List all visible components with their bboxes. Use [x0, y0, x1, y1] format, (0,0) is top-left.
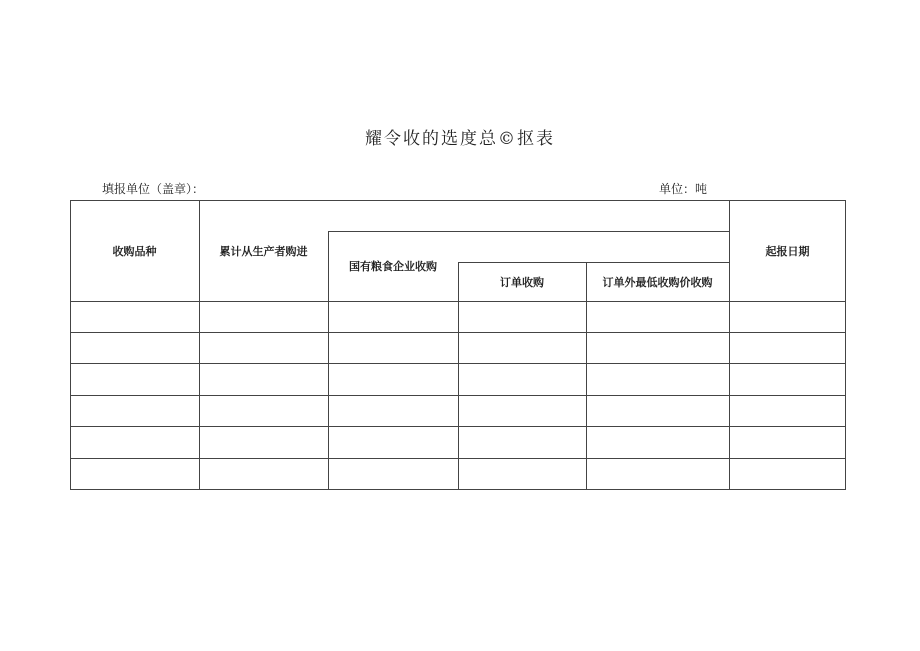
header-state-owned: 国有粮食企业收购 — [349, 260, 437, 273]
document-title: 耀令收的选度总©抠表 — [365, 129, 555, 149]
unit-label: 单位：吨 — [659, 182, 708, 196]
header-min-price: 订单外最低收购价收购 — [602, 275, 713, 289]
header-order: 订单收购 — [500, 275, 544, 289]
header-start-date: 起报日期 — [765, 244, 810, 258]
header-cumulative: 累计从生产者购进 — [219, 244, 308, 258]
fill-unit-label: 填报单位（盖章）： — [102, 182, 205, 196]
header-crop-type: 收购品种 — [112, 244, 157, 258]
report-table — [70, 200, 846, 490]
